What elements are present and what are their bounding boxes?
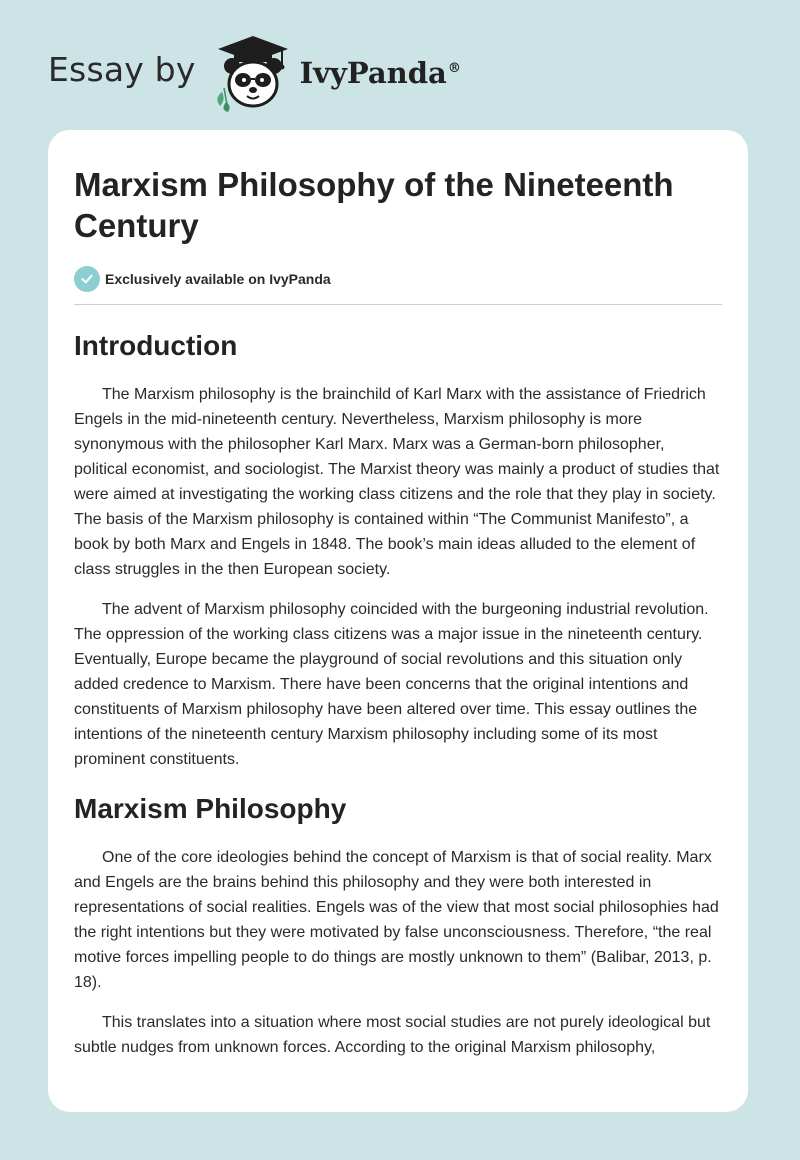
section-heading-introduction: Introduction xyxy=(74,330,238,361)
brand-name[interactable] xyxy=(300,56,461,90)
section-heading-marxism-philosophy: Marxism Philosophy xyxy=(74,793,347,824)
paragraph: One of the core ideologies behind the concept of Marxism is that of social reality. Marx and Engels are the brains behind this philosophy and they were both interested in representations of social realities. Engels was of the view that most social philosophies had the right intentions but they were motivated by false unconsciousness. Therefore, “the real motive forces impelling people to do things are mostly unknown to them” (Balibar, 2013, p. 18). xyxy=(74,849,719,991)
paragraph: The Marxism philosophy is the brainchild of Karl Marx with the assistance of Friedrich Engels in the mid-nineteenth century. Nevertheless, Marxism philosophy is more synonymous with the philosopher Karl Marx. Marx was a German-born philosopher, political economist, and sociologist. The Marxist theory was mainly a product of studies that were aimed at investigating the working class citizens and the role that they play in society. The basis of the Marxism philosophy is contained within “The Communist Manifesto”, a book by both Marx and Engels in 1848. The book’s main ideas alluded to the element of class struggles in the then European society. xyxy=(74,386,720,578)
exclusive-label: Exclusively available on IvyPanda xyxy=(105,271,331,287)
registered-mark: ® xyxy=(447,61,461,77)
exclusive-badge xyxy=(74,266,722,292)
paragraph: This translates into a situation where most social studies are not purely ideological but subtle nudges from unknown forces. According to the original Marxism philosophy, xyxy=(74,1014,711,1056)
check-icon xyxy=(74,266,100,292)
brand-text: IvyPanda xyxy=(299,56,447,90)
paragraph: The advent of Marxism philosophy coincided with the burgeoning industrial revolution. The oppression of the working class citizens was a major issue in the nineteenth century. Eventually, Europe became the playground of social revolutions and this situation only added credence to Marxism. There have been concerns that the original intentions and constituents of Marxism philosophy have been altered over time. This essay outlines the intentions of the nineteenth century Marxism philosophy including some of its most prominent constituents. xyxy=(74,601,709,768)
site-header xyxy=(48,32,461,112)
ivypanda-logo-icon[interactable] xyxy=(208,32,298,112)
essay-by-label: Essay by xyxy=(48,49,196,89)
essay-title: Marxism Philosophy of the Nineteenth Century xyxy=(74,166,674,244)
divider xyxy=(74,304,722,305)
essay-card xyxy=(48,130,748,1112)
